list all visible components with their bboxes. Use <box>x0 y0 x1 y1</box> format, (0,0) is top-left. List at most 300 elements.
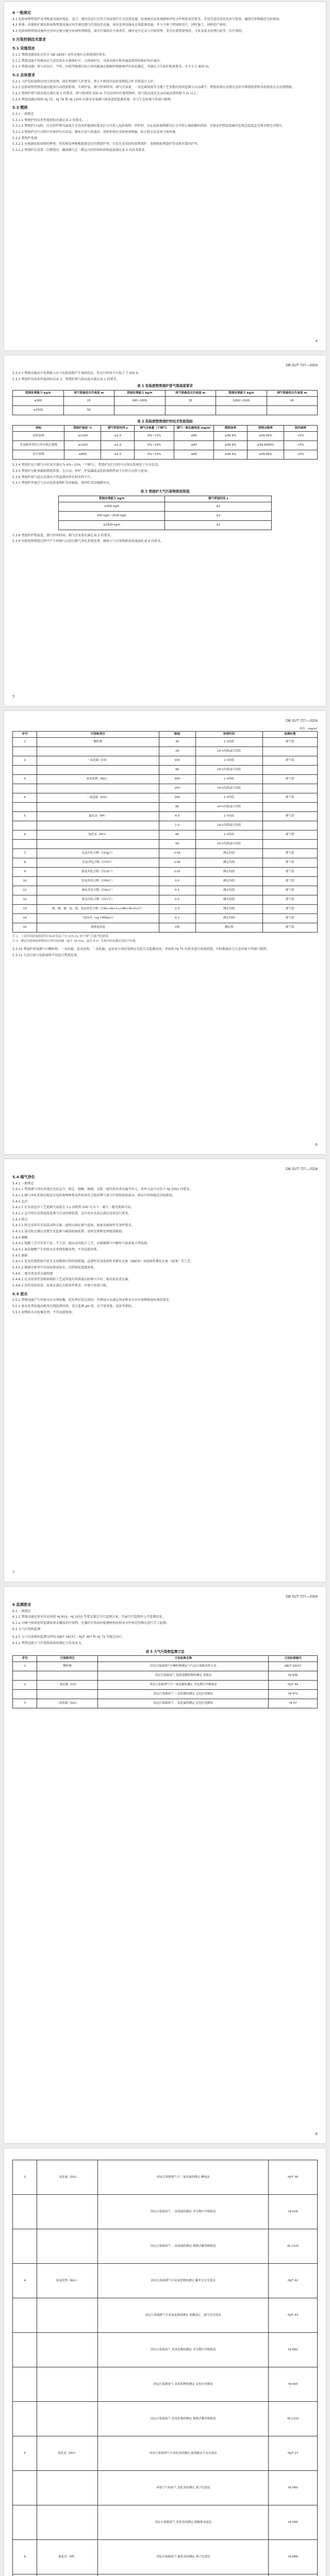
column-header: 焚烧处理能力 kg/h <box>58 496 165 502</box>
section-heading: 5.3 燃烧 <box>12 105 28 110</box>
page-number: 4 <box>315 339 318 343</box>
paragraph: 5.3.7 焚烧炉所需空气应从危险废物贮存间抽取，保持贮存设施微负压。 <box>12 481 113 485</box>
page-number: 8 <box>315 2132 318 2136</box>
column-header: 污染物项目 <box>37 732 159 738</box>
table-row <box>13 913 318 923</box>
table-caption: 表 5 大气污染物监测方法 <box>145 1649 185 1654</box>
table-cell: 二噁英类（ng I-TEQ/m³） <box>37 913 159 923</box>
table-cell: 排气筒 <box>262 886 317 895</box>
table-cell: 5 <box>13 811 37 821</box>
page-header: DB 31/T 727—2024 <box>286 364 318 367</box>
table-row <box>13 904 318 913</box>
table-cell <box>262 747 317 756</box>
table-monitoring-methods-cont <box>12 2160 318 2576</box>
table-cell: HJ 688 <box>269 2540 318 2574</box>
paragraph: 5.4.2 急冷 <box>12 1199 28 1204</box>
table-cell: 50 <box>159 839 195 849</box>
table-cell: 3 <box>13 1699 37 1708</box>
table-cell: 氟化氢（HF） <box>37 811 159 821</box>
table-cell: 铬及其化合物（以Cr计） <box>37 895 159 904</box>
paragraph: 5.4.4.1 脱酸工艺可采用干法、半干法、湿法或其组合工艺，应根据烟气中酸性气体浓度合理选择。 <box>12 1242 151 1246</box>
paragraph: 5.4.6.2 活性炭的质量、用量应满足去除效率要求，并建立用量台账。 <box>12 1283 109 1287</box>
table-cell: 锡、锑、铜、锰、镍、钴及其化合物（以Sn+Sb+Cu+Mn+Ni+Co计） <box>37 904 159 913</box>
table-cell: 排气筒 <box>262 849 317 858</box>
table-cell <box>37 2195 98 2229</box>
table-cell: 1 h均值 <box>195 793 262 802</box>
table-cell <box>37 821 159 830</box>
table-header-row <box>13 426 318 432</box>
table-cell: ≥99.9% <box>214 450 248 460</box>
table-cell: 排气筒 <box>262 811 317 821</box>
table-cell <box>37 1690 98 1699</box>
section-heading: 5.4 烟气净化 <box>12 1175 35 1179</box>
column-header: 方法标准编号 <box>269 1656 318 1662</box>
paragraph: 5.3.1.1 焚烧炉的技术性能指标应满足表 2 的要求。 <box>12 118 85 122</box>
table-cell: 4 <box>13 2264 37 2298</box>
table-caption: 表 1 危险废物焚烧炉排气筒高度要求 <box>137 384 193 388</box>
column-header: 热灼减率 <box>284 426 317 432</box>
table-cell: 5 <box>13 2436 37 2471</box>
table-cell: <5% <box>284 441 317 450</box>
table-cell: 6%~15% <box>135 441 174 450</box>
table-cell <box>267 405 318 415</box>
table-cell <box>13 802 37 811</box>
paragraph: 5.1.2 焚烧设施不得建设在生活饮用水水源保护区、自然保护区、风景名胜区和其他需要特别保护的区域内。 <box>12 59 163 63</box>
table-cell: 1 h均值 <box>195 811 262 821</box>
paragraph: 5.2.3 焚烧炉排气筒高度应满足表 1 的要求；排气筒周围 200 m 半径范围内有建筑物时，排气筒高度还应高出最高建筑物 5 m 以上。 <box>12 92 200 96</box>
table-cell: 汞及其化合物（以Hg计） <box>37 849 159 858</box>
table-cell: 固定污染源废气 二氧化硫的测定 定电位电解法 <box>98 1699 269 1708</box>
table-cell <box>114 405 166 415</box>
table-cell: 11 <box>13 886 37 895</box>
table-cell: ≥2 <box>165 511 272 520</box>
column-header: 烟气含氧量（干烟气） <box>135 426 174 432</box>
table-cell: ≥2.0 <box>101 450 135 460</box>
paragraph: 5.3.6 焚烧炉排气筒应设置永久性监测采样孔和采样平台。 <box>12 475 94 479</box>
table-cell: ≥99.9% <box>214 432 248 441</box>
table-cell: 0.5 <box>159 895 195 904</box>
table-cell: 固定污染源排气中氮氧化物的测定 紫外分光光度法 <box>98 2264 269 2298</box>
paragraph: 5.1.3 焚烧设施厂界与居民区、学校、医院等敏感目标之间的距离应根据环境影响评价结论确定，并满足卫生防护距离要求，且不小于 800 m。 <box>12 65 212 69</box>
paragraph: 5.3.2.3 焚烧设施设计处理能力应与危险废物产生量相适应，年运行时间不宜低于 7 200 h。 <box>12 371 141 375</box>
table-cell: 250 <box>159 784 195 793</box>
paragraph: 5.4.5.2 脱硝还原剂宜采用尿素或氨水，应控制氨逃逸浓度。 <box>12 1265 97 1269</box>
paragraph: 6.2.2 焚烧设施大气污染物浓度的测定方法见表 5。 <box>12 1641 85 1645</box>
paragraph: 5.3.5 焚烧炉应配备辅助燃烧系统，在启动、停炉、炉温偏低或危险废物热值不足时自动投入使用。 <box>12 469 151 473</box>
paragraph: 5.3.1.2 焚烧炉启动时，应先将炉膛内温度升至技术性能指标要求后方可投入危险废物；停炉时，应在危险废物燃尽后方可停止辅助燃料供给，并保证炉膛温度维持在规定温度直至残余物完全燃尽。 <box>12 124 286 128</box>
table-row <box>13 1662 318 1671</box>
table-performance <box>12 425 318 460</box>
paragraph: 5.3.2.2 焚烧炉应设置二次燃烧室，确保烟气在二燃室内的停留时间和温度满足表 2 的技术要求。 <box>12 148 148 152</box>
table-cell: 0.05 <box>159 858 195 867</box>
table-cell <box>13 2505 37 2540</box>
table-cell: 铅及其化合物（以Pb计） <box>37 876 159 886</box>
table-row <box>13 811 318 821</box>
table-row <box>13 2160 318 2195</box>
table-cell: 20 <box>159 747 195 756</box>
table-cell: 1 h均值 <box>195 774 262 784</box>
table-cell <box>13 2574 37 2576</box>
table-cell: 60 <box>159 830 195 839</box>
section-heading: 5 污染控制技术要求 <box>12 37 46 42</box>
table-row <box>58 511 271 520</box>
table-cell: HJ 693 <box>269 2367 318 2402</box>
table-cell: 0.5 <box>159 886 195 895</box>
table-header-row <box>13 732 318 738</box>
table-cell: 24 h均值或日均值 <box>195 802 262 811</box>
document-page-2 <box>4 355 326 706</box>
table-cell: 排气筒 <box>262 904 317 913</box>
table-cell: 排气筒 <box>262 876 317 886</box>
table-cell: 1 h均值 <box>195 756 262 765</box>
table-cell: 3 <box>13 2160 37 2195</box>
table-row <box>58 520 271 530</box>
paragraph: 5.4.5.1 氮氧化物控制宜优先采用燃烧过程控制措施，必要时采用选择性非催化还原（SNCR）或选择性催化还原（SCR）等工艺。 <box>12 1260 194 1264</box>
table-cell: 危险废物 <box>13 432 64 441</box>
table-cell: 25 <box>63 396 114 405</box>
table-row <box>13 2298 318 2333</box>
page-number: 6 <box>315 1143 318 1147</box>
paragraph: 6.1.2 对烟气排放连续监测系统未覆盖的污染物，应委托有资质的检测机构按照本文件规定的频次进行手工监测。 <box>12 1621 169 1625</box>
table-cell: 二氧化硫（SO₂） <box>37 793 159 802</box>
table-cell: 2 <box>13 1681 37 1690</box>
table-row <box>13 747 318 756</box>
column-header: 焚烧炉温度 ℃ <box>64 426 101 432</box>
table-cell: 3 <box>13 774 37 784</box>
table-cell: 2.0 <box>159 904 195 913</box>
table-cell: HJ/T 42 <box>269 2264 318 2298</box>
section-heading: 5.2 总体要求 <box>12 73 35 78</box>
table-cell: 铊及其化合物（以Tl计） <box>37 858 159 867</box>
table-cell: ≥99.9999% <box>248 441 284 450</box>
table-cell: 测定均值 <box>195 867 262 876</box>
paragraph: 5.3.3 焚烧炉的技术性能指标见表 2，焚烧炉排气筒高度应满足表 1 的要求。 <box>12 377 120 381</box>
table-cell: 1级 <box>159 923 195 932</box>
table-cell: ≥850 <box>64 450 101 460</box>
table-cell <box>13 821 37 830</box>
table-cell: 排气筒 <box>262 793 317 802</box>
table-cell: 15 <box>13 923 37 932</box>
table-cell <box>269 2574 318 2576</box>
table-cell <box>37 2333 98 2367</box>
table-cell <box>262 802 317 811</box>
paragraph: 5.3.1 一般规定 <box>12 112 34 116</box>
table-cell <box>37 1671 98 1681</box>
table-cell: 12 <box>13 895 37 904</box>
table-cell: 4 <box>13 793 37 802</box>
table-cell: 环境空气和废气 氯化氢的测定 离子色谱法 <box>98 2471 269 2505</box>
table-cell <box>37 802 159 811</box>
paragraph: 5.4.5 脱硝 <box>12 1253 28 1258</box>
table-cell: 固定污染源废气 氯化氢的测定 硝酸银容量法 <box>98 2505 269 2540</box>
table-cell: 测定均值 <box>195 904 262 913</box>
table-cell: HJ 1132 <box>269 2402 318 2436</box>
paragraph: 5.4.3.1 除尘设备宜采用袋式除尘器，滤料应满足烟气温度、湿度及腐蚀性等条件要求。 <box>12 1224 135 1228</box>
table-cell: HJ 549 <box>269 2471 318 2505</box>
table-cell: 测定均值 <box>195 876 262 886</box>
table-cell: 固定污染源废气 一氧化碳的测定 定电位电解法 <box>98 1690 269 1699</box>
column-header: 序号 <box>13 732 37 738</box>
paragraph: 5.4.4.2 湿法脱酸产生的废水应单独收集处理，不得直接外排。 <box>12 1247 100 1251</box>
document-page-3 <box>4 711 326 1154</box>
table-cell: 固定污染源废气 低浓度颗粒物的测定 重量法 <box>98 1671 269 1681</box>
table-cell: 测定均值 <box>195 858 262 867</box>
table-cell <box>37 2402 98 2436</box>
table-row <box>13 774 318 784</box>
table-cell: 14 <box>13 913 37 923</box>
table-row <box>13 830 318 839</box>
table-cell: 氯化氢（HCl） <box>37 830 159 839</box>
table-cell: ≥2.0 <box>101 441 135 450</box>
table-cell: ≤80 <box>174 450 214 460</box>
table-header-row <box>13 390 318 396</box>
table-row <box>13 396 318 405</box>
table-row <box>13 793 318 802</box>
table-cell <box>165 405 216 415</box>
table-cell: 固定污染源废气 二氧化硫的测定 便携式紫外吸收法 <box>98 2229 269 2264</box>
table-cell: 80 <box>159 765 195 774</box>
table-cell <box>262 765 317 774</box>
paragraph: 5.4.2.1 应采用急冷工艺使烟气温度在 1 s 内降到 200 ℃以下，减少二噁英类再合成。 <box>12 1206 134 1210</box>
paragraph: 5.3.2 焚烧炉选择 <box>12 136 37 140</box>
table-cell: 1 <box>13 737 37 747</box>
table-cell: 固定污染源废气 氟化氢的测定 离子色谱法 <box>98 2540 269 2574</box>
table-cell: 排气筒 <box>262 774 317 784</box>
table-cell: 砷及其化合物（以As计） <box>37 886 159 895</box>
table-row <box>13 2264 318 2298</box>
table-cell: 颗粒物 <box>37 1662 98 1671</box>
table-row <box>13 1690 318 1699</box>
table-cell: 一氧化碳（CO） <box>37 756 159 765</box>
table-cell: 0.05 <box>159 849 195 858</box>
table-cell <box>13 765 37 774</box>
table-cell: 6 <box>13 830 37 839</box>
table-cell: 300 kg/h~2500 kg/h <box>58 511 165 520</box>
table-cell: HJ/T 27 <box>269 2436 318 2471</box>
table-cell: 50 <box>63 405 114 415</box>
table-cell: 固定污染源废气 氮氧化物的测定 非分散红外吸收法 <box>98 2333 269 2367</box>
table-cell: HJ/T 44 <box>269 1681 318 1690</box>
paragraph: 5.5.2 废水处理设施应配备在线监测设备，重点监测 pH 值、化学需氧量、氨氮等指标。 <box>12 1304 135 1308</box>
table-cell: ≥2 <box>165 520 272 530</box>
table-cell <box>37 2505 98 2540</box>
table-cell <box>262 784 317 793</box>
table-residence <box>58 496 272 530</box>
table-cell: ≥1100 <box>64 432 101 441</box>
table-cell: <5% <box>284 432 317 441</box>
table-caption: 表 3 焚烧炉大气污染物排放限值 <box>140 489 190 494</box>
document-page-5 <box>4 1587 326 2143</box>
table-cell: 固定污染源排气中氯化氢的测定 硫氰酸汞分光光度法 <box>98 2436 269 2471</box>
table-cell: <5% <box>284 450 317 460</box>
table-row <box>13 895 318 904</box>
table-cell: 24 h均值或日均值 <box>195 784 262 793</box>
table-cell: 排气筒 <box>262 913 317 923</box>
paragraph: 5.2.4 焚烧设施应按照 HJ 75、HJ 76 和 HJ 1205 的要求安装烟气排放连续监测系统，并与生态环境主管部门联网。 <box>12 97 174 101</box>
table-cell <box>13 1690 37 1699</box>
table-cell: 45 <box>267 396 318 405</box>
table-cell: 100 <box>159 756 195 765</box>
column-header: 烟气停留时间 s <box>165 496 272 502</box>
paragraph: 5.4.1.1 焚烧烟气净化系统应包括急冷、除尘、脱酸、脱硝、去除二噁英类及重金属等单元，各单元设计应符合 HJ 2051 的要求。 <box>12 1188 193 1192</box>
table-row <box>13 839 318 849</box>
table-cell: 测定均值 <box>195 886 262 895</box>
table-cell: 9 <box>13 867 37 876</box>
table-row <box>13 886 318 895</box>
table-row <box>13 441 318 450</box>
table-cell: 300 <box>159 774 195 784</box>
page-header: DB 31/T 727—2024 <box>286 719 318 723</box>
table-row <box>13 858 318 867</box>
table-cell: 医疗废物 <box>13 450 64 460</box>
table-row <box>13 1699 318 1708</box>
paragraph: 5.3.8 焚烧炉炉膛温度、烟气停留时间、烟气含氧量应满足表 2 的要求。 <box>12 533 113 537</box>
table-emission-limits <box>12 731 318 933</box>
table-cell: 氯化氢（HCl） <box>37 2436 98 2471</box>
table-cell: ≥99.99% <box>248 450 284 460</box>
table-cell <box>13 2367 37 2402</box>
table-row <box>13 405 318 415</box>
table-row <box>13 876 318 886</box>
table-row <box>13 450 318 460</box>
table-cell: 1 <box>13 1662 37 1671</box>
page-number: 5 <box>12 694 15 699</box>
table-cell: 氮氧化物（NOₓ） <box>37 2264 98 2298</box>
page-header: DB 31/T 727—2024 <box>286 1595 318 1599</box>
table-row <box>13 737 318 747</box>
column-header: 污染物项目 <box>37 1656 98 1662</box>
table-cell <box>37 765 159 774</box>
column-header: 烟气停留时间 s <box>101 426 135 432</box>
paragraph: 5.4.4 脱酸 <box>12 1235 28 1240</box>
table-cell: ≥2500 <box>13 405 64 415</box>
paragraph: 5.5.3 初期雨水应收集处理，不得直接排放。 <box>12 1310 75 1314</box>
table-cell: 0.05 <box>159 867 195 876</box>
table-cell: 10 <box>13 876 37 886</box>
column-header: 燃烧效率 <box>214 426 248 432</box>
table-note: 注 1：上表所列浓度限值均以标准状态下含 11% O₂ 的干烟气为参考值换算。 <box>12 935 111 938</box>
table-cell: 300~2000 <box>114 396 166 405</box>
table-cell <box>13 2298 37 2333</box>
table-cell: ≥2.0 <box>101 432 135 441</box>
table-cell: 6%~15% <box>135 432 174 441</box>
table-row <box>13 2229 318 2264</box>
table-cell: HJ 973 <box>269 1690 318 1699</box>
table-row <box>13 867 318 876</box>
table-cell: HJ 692 <box>269 2333 318 2367</box>
table-cell: 4.0 <box>159 811 195 821</box>
table-header-row <box>58 496 271 502</box>
table-row <box>13 2402 318 2436</box>
column-header: 监测位置 <box>262 732 317 738</box>
table-cell: 0.1 <box>159 913 195 923</box>
paragraph: 5.3.4 焚烧炉出口烟气中的氧含量应为 6%~15%（干烟气），焚烧炉运行过程中应保证系统处于负压状态。 <box>12 463 161 467</box>
paragraph: 4.2 新建、改建和扩建危险废物焚烧设施应同步建设烟气污染防治设施、废水处理设施及在线监测设施，并与主体工程同时设计、同时施工、同时投产使用。 <box>12 23 229 27</box>
table-cell: ≥99.9% <box>214 441 248 450</box>
paragraph: 5.4.6.1 应采用活性炭喷射吸附工艺或其他有效措施去除烟气中的二噁英类及重金属。 <box>12 1278 131 1282</box>
paragraph: 5.4.1.2 烟气净化系统应能适应危险废物种类及热值变化引起的烟气量与污染物浓度波动，保证污染物稳定达标排放。 <box>12 1194 175 1198</box>
table-row <box>13 2195 318 2229</box>
table-row <box>13 765 318 774</box>
table-cell: ≥2500 kg/h <box>58 520 165 530</box>
table-cell <box>37 747 159 756</box>
table-cell: 氟化氢（HF） <box>37 2540 98 2574</box>
table-cell: HJ 836 <box>269 1671 318 1681</box>
table-cell: ≤80 <box>174 441 214 450</box>
table-cell: 排气筒 <box>262 867 317 876</box>
table-cell: 8 <box>13 858 37 867</box>
table-cell <box>37 2574 98 2576</box>
paragraph: 5.2.1 入炉危险废物应经过预处理，满足焚烧炉入炉要求；禁止不相容的危险废物混合贮存和混合入炉。 <box>12 79 157 83</box>
table-row <box>13 2471 318 2505</box>
table-cell <box>13 2333 37 2367</box>
paragraph: 5.4.3.2 袋式除尘器应设置压差监测与破袋检漏装置，及时发现和处理滤袋破损。 <box>12 1229 125 1233</box>
table-cell: 固定污染源废气 二氧化硫的测定 非分散红外吸收法 <box>98 2195 269 2229</box>
table-row <box>13 2574 318 2576</box>
table-cell: 多氯联苯等持久性有机污染物 <box>13 441 64 450</box>
paragraph: 5.4.6 二噁英类及重金属控制 <box>12 1272 53 1276</box>
table-cell: 排气筒 <box>262 923 317 932</box>
table-cell <box>13 784 37 793</box>
table-cell: 测定均值 <box>195 895 262 904</box>
paragraph: 5.4.3 除尘 <box>12 1217 28 1222</box>
table-cell: 30 <box>159 737 195 747</box>
column-header: 限值 <box>159 732 195 738</box>
table-cell: HJ 57 <box>269 1699 318 1708</box>
table-cell: HJ/T 43 <box>269 2298 318 2333</box>
table-monitoring-methods <box>12 1655 318 1708</box>
paragraph: 5.3.9 危险废物焚烧过程中产生的烟气应经过烟气净化系统处理，确保大气污染物排放浓度满足表 4 的要求。 <box>12 539 164 544</box>
paragraph: 6.1.1 焚烧设施运营单位应按照 HJ 819、HJ 1033 等要求制定自行监测方案，开展自行监测并公开监测信息。 <box>12 1615 166 1619</box>
table-note: 注 2：测定均值指取样期间以等时间间隔（最少 30 min，最多 8 h）采集的样品测定值的平均值。 <box>12 939 139 943</box>
table-unit: 单位：mg/m³ <box>299 727 318 731</box>
table-cell: 排气筒 <box>262 756 317 765</box>
table-cell <box>37 2367 98 2402</box>
table-cell: HJ 548 <box>269 2505 318 2540</box>
table-cell: 固定污染源废气 氮氧化物的测定 便携式紫外吸收法 <box>98 2402 269 2436</box>
table-cell: 13 <box>13 904 37 913</box>
table-cell <box>37 839 159 849</box>
table-row <box>13 756 318 765</box>
column-header: 排气筒最低允许高度 m <box>63 390 114 396</box>
table-row <box>58 502 271 511</box>
table-cell <box>37 2298 98 2333</box>
table-cell: 1 h均值 <box>195 737 262 747</box>
table-row <box>13 2540 318 2574</box>
table-cell: 24 h均值或日均值 <box>195 765 262 774</box>
column-header: 序号 <box>13 1656 37 1662</box>
table-cell: 35 <box>165 396 216 405</box>
column-header: 焚烧处理能力 kg/h <box>216 390 267 396</box>
table-cell: 2000~2500 <box>216 396 267 405</box>
document-page-4 <box>4 1159 326 1582</box>
paragraph: 5.3.11 生活垃圾与危险废物不得混合焚烧处置。 <box>12 953 80 957</box>
table-cell: HJ 629 <box>269 2195 318 2229</box>
table-cell: HJ/T 56 <box>269 2160 318 2195</box>
table-row <box>13 849 318 858</box>
table-cell: 固定污染源排气中颗粒物测定与气态污染物采样方法 <box>98 1662 269 1671</box>
table-cell: 测定均值 <box>195 913 262 923</box>
table-cell: ≥99.99% <box>248 432 284 441</box>
paragraph: 6.1 一般规定 <box>12 1609 31 1613</box>
paragraph: 5.3.2.1 应根据危险废物的种类、性质和处理规模选择适宜的焚烧炉型，宜优先采用回转窑焚烧炉、液体喷射焚烧炉等成熟可靠的炉型。 <box>12 142 201 146</box>
table-row <box>13 923 318 932</box>
section-heading: 5.1 设施选址 <box>12 46 35 51</box>
table-row <box>13 2367 318 2402</box>
column-header: 焚烧处理能力 kg/h <box>13 390 64 396</box>
table-cell <box>13 2402 37 2436</box>
table-cell <box>37 784 159 793</box>
